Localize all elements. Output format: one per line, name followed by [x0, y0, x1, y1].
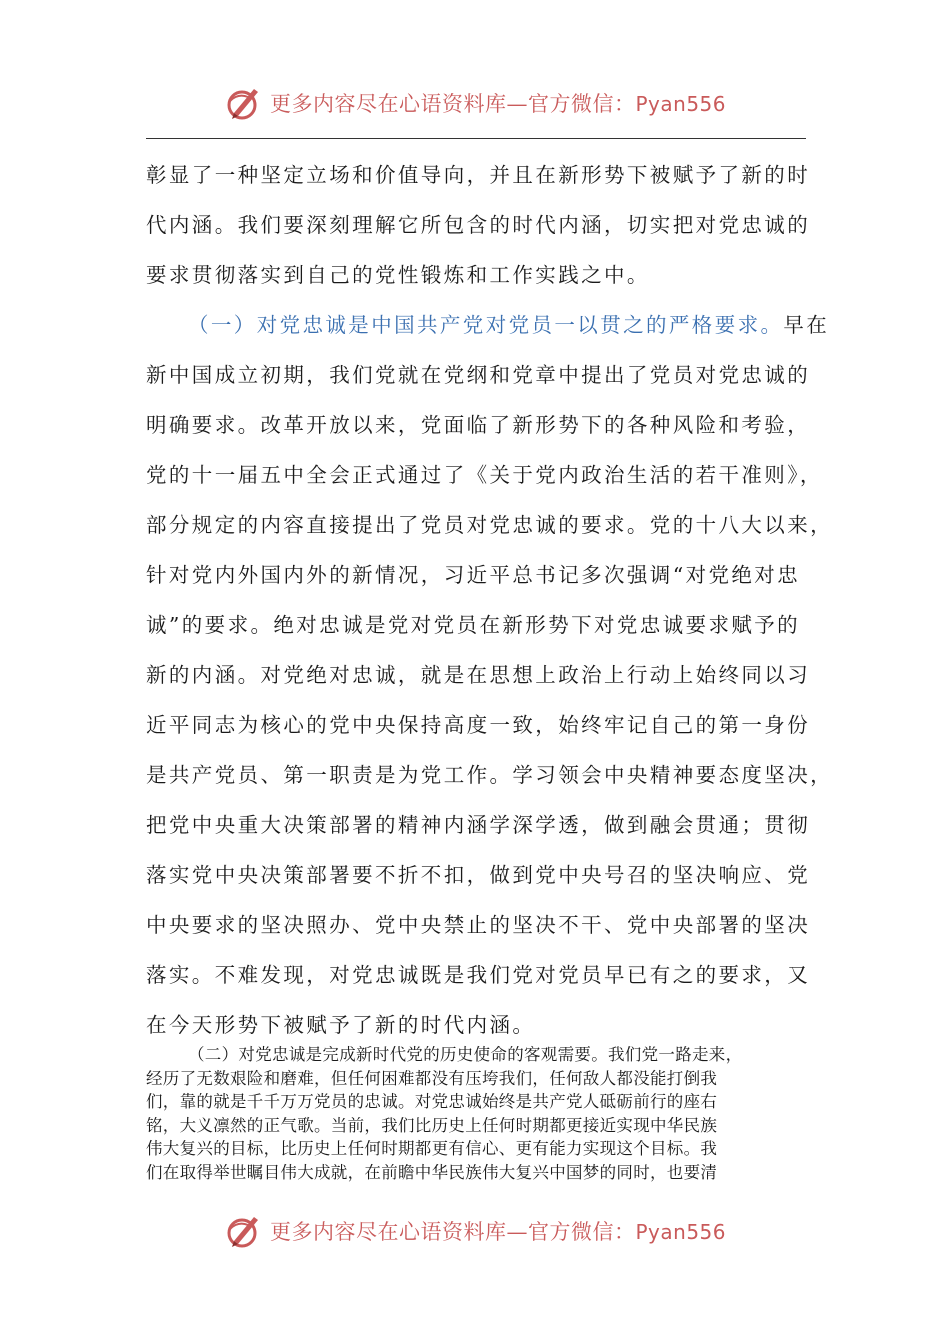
- document-body: [146, 150, 833, 1050]
- section-2-line: 经历了无数艰险和磨难，但任何困难都没有压垮我们，任何敌人都没能打倒我: [146, 1068, 718, 1088]
- body-line: 落实。不难发现，对党忠诚既是我们党对党员早已有之的要求，又: [146, 963, 811, 987]
- section-1-first-line-rest: 早在: [783, 313, 830, 337]
- section-1-first-line: [146, 300, 830, 350]
- section-2-line: 们在取得举世瞩目伟大成就，在前瞻中华民族伟大复兴中国梦的同时，也要清: [146, 1162, 718, 1182]
- body-line: 党的十一届五中全会正式通过了《关于党内政治生活的若干准则》，: [146, 463, 823, 487]
- body-line: 中央要求的坚决照办、党中央禁止的坚决不干、党中央部署的坚决: [146, 913, 811, 937]
- body-line: 新中国成立初期，我们党就在党纲和党章中提出了党员对党忠诚的: [146, 363, 811, 387]
- banner-account: Pyan556: [635, 1220, 726, 1244]
- body-line: 在今天形势下被赋予了新的时代内涵。: [146, 1013, 536, 1037]
- header-banner: [0, 81, 950, 125]
- header-rule: [146, 138, 806, 139]
- section-2-line: 伟大复兴的目标，比历史上任何时期都更有信心、更有能力实现这个目标。我: [146, 1139, 718, 1158]
- pen-logo-icon: [224, 1211, 264, 1251]
- body-line: 是共产党员、第一职责是为党工作。学习领会中央精神要态度坚决，: [146, 763, 833, 787]
- body-line: 要求贯彻落实到自己的党性锻炼和工作实践之中。: [146, 263, 650, 287]
- footer-banner: [0, 1209, 950, 1253]
- banner-label: 更多内容尽在心语资料库—官方微信：: [269, 1220, 636, 1244]
- body-line: 部分规定的内容直接提出了党员对党忠诚的要求。党的十八大以来，: [146, 513, 833, 537]
- body-line: 新的内涵。对党绝对忠诚，就是在思想上政治上行动上始终同以习: [146, 663, 811, 687]
- section-2-line: （二）对党忠诚是完成新时代党的历史使命的客观需要。我们党一路走来，: [188, 1045, 743, 1064]
- banner-label: 更多内容尽在心语资料库—官方微信：: [269, 92, 636, 116]
- section-2-line: 铭，大义凛然的正气歌。当前，我们比历史上任何时期都更接近实现中华民族: [146, 1115, 718, 1135]
- body-line: 诚”的要求。绝对忠诚是党对党员在新形势下对党忠诚要求赋予的: [146, 613, 801, 637]
- section-1-heading: （一）对党忠诚是中国共产党对党员一以贯之的严格要求。: [188, 313, 784, 337]
- body-line: 明确要求。改革开放以来，党面临了新形势下的各种风险和考验，: [146, 413, 811, 437]
- banner-account: Pyan556: [635, 92, 726, 116]
- body-line: 代内涵。我们要深刻理解它所包含的时代内涵，切实把对党忠诚的: [146, 213, 811, 237]
- banner-text: [270, 88, 726, 118]
- body-line: 把党中央重大决策部署的精神内涵学深学透，做到融会贯通；贯彻: [146, 813, 811, 837]
- body-line: 落实党中央决策部署要不折不扣，做到党中央号召的坚决响应、党: [146, 863, 811, 887]
- pen-logo-icon: [224, 83, 264, 123]
- section-2: [146, 1043, 806, 1184]
- body-line: 彰显了一种坚定立场和价值导向，并且在新形势下被赋予了新的时: [146, 163, 811, 187]
- section-2-line: 们，靠的就是千千万万党员的忠诚。对党忠诚始终是共产党人砥砺前行的座右: [146, 1092, 718, 1111]
- banner-text: [270, 1216, 726, 1246]
- body-line: 针对党内外国内外的新情况，习近平总书记多次强调“对党绝对忠: [146, 563, 801, 587]
- body-line: 近平同志为核心的党中央保持高度一致，始终牢记自己的第一身份: [146, 713, 811, 737]
